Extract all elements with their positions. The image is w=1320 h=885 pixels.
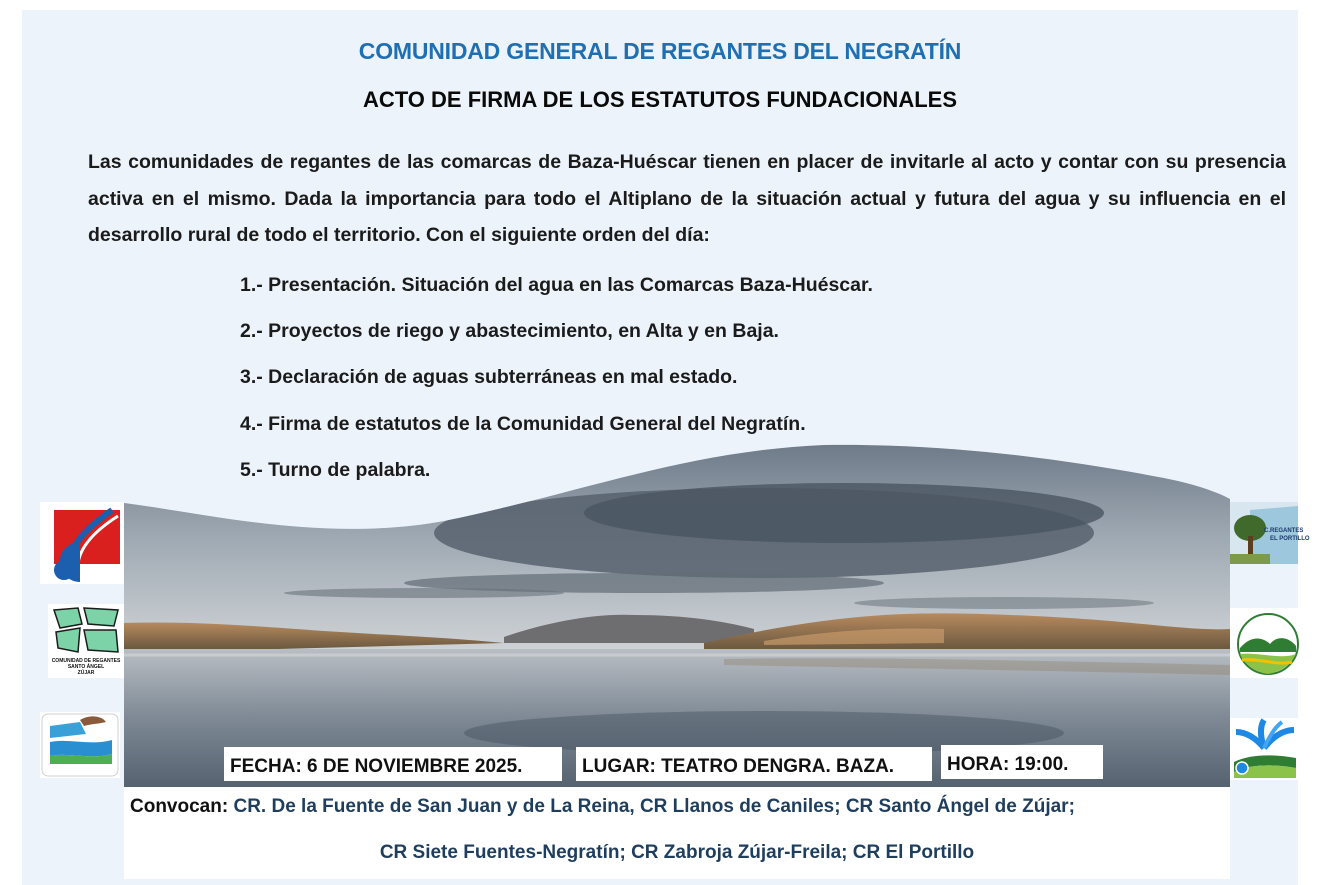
organization-title: COMUNIDAD GENERAL DE REGANTES DEL NEGRATÍN [358, 38, 962, 64]
leaf-pattern-icon [48, 604, 124, 658]
agenda-item: 2.- Proyectos de riego y abastecimiento, en Alta y en Baja. [240, 320, 779, 343]
river-landscape-icon [40, 712, 120, 778]
green-hills-emblem-icon [1230, 608, 1298, 678]
event-location: LUGAR: TEATRO DENGRA. BAZA. [576, 747, 932, 781]
fuente-san-juan-logo [40, 502, 124, 584]
convocan-label: Convocan: [130, 796, 229, 817]
logo-caption: SANTO ÁNGEL [67, 664, 105, 670]
santo-angel-zujar-logo [48, 604, 124, 678]
convocan-line [130, 796, 1075, 818]
logo-caption: C.REGANTES [1264, 528, 1304, 534]
intro-paragraph: Las comunidades de regantes de las comarcas de Baza-Huéscar tienen en placer de invitarle al acto y contar con su presencia activa en el mismo. Dada la importancia para todo el Altiplano de la situación actual y futura del agua y su influencia en el desarrollo rural de todo el territorio. Con el siguiente orden del día: [88, 151, 1286, 246]
siete-fuentes-logo [40, 712, 120, 778]
event-date: FECHA: 6 DE NOVIEMBRE 2025. [224, 747, 562, 781]
event-time: HORA: 19:00. [941, 745, 1103, 779]
water-drop-emblem-icon [40, 502, 124, 584]
logo-caption: ZÚJAR [77, 670, 95, 676]
llanos-caniles-logo [1230, 608, 1298, 678]
zabroja-zujar-freila-logo [1230, 718, 1298, 780]
convocan-section [124, 787, 1230, 879]
agenda-item: 1.- Presentación. Situación del agua en las Comarcas Baza-Huéscar. [240, 274, 873, 296]
fountain-emblem-icon [1230, 718, 1298, 780]
agenda-item: 4.- Firma de estatutos de la Comunidad General del Negratín. [240, 412, 806, 435]
convocan-organizers-continued: CR Siete Fuentes-Negratín; CR Zabroja Zújar-Freila; CR El Portillo [379, 842, 975, 863]
agenda-item: 5.- Turno de palabra. [240, 458, 431, 481]
convocan-organizers: CR. De la Fuente de San Juan y de La Reina, CR Llanos de Caniles; CR Santo Ángel de Zújar; [233, 796, 1075, 817]
event-title: ACTO DE FIRMA DE LOS ESTATUTOS FUNDACIONALES [362, 87, 957, 112]
logo-caption: EL PORTILLO [1270, 536, 1310, 542]
logo-caption: COMUNIDAD DE REGANTES [51, 658, 121, 664]
el-portillo-logo [1230, 502, 1310, 564]
reservoir-landscape-photo [124, 443, 1230, 787]
agenda-item: 3.- Declaración de aguas subterráneas en mal estado. [240, 366, 738, 389]
